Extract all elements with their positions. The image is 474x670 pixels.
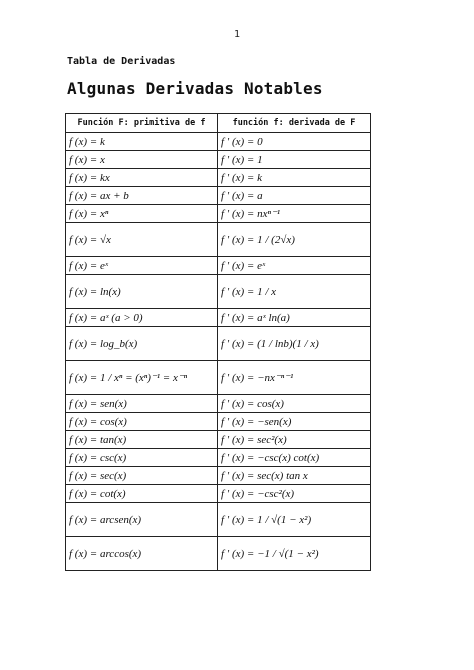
table-row — [66, 257, 371, 275]
document-title: Algunas Derivadas Notables — [67, 79, 323, 98]
primitive-cell: f (x) = cot(x) — [66, 485, 218, 503]
table-row — [66, 133, 371, 151]
derivative-cell: f ′ (x) = 1 / √(1 − x²) — [218, 503, 371, 537]
primitive-cell: f (x) = x — [66, 151, 218, 169]
derivative-cell: f ′ (x) = a — [218, 187, 371, 205]
primitive-cell: f (x) = sen(x) — [66, 395, 218, 413]
derivative-cell: f ′ (x) = 1 — [218, 151, 371, 169]
primitive-cell: f (x) = arcsen(x) — [66, 503, 218, 537]
derivative-cell: f ′ (x) = cos(x) — [218, 395, 371, 413]
derivative-cell: f ′ (x) = −csc²(x) — [218, 485, 371, 503]
derivatives-table — [65, 113, 371, 571]
derivative-cell: f ′ (x) = 1 / (2√x) — [218, 223, 371, 257]
derivative-cell: f ′ (x) = 1 / x — [218, 275, 371, 309]
derivative-cell: f ′ (x) = 0 — [218, 133, 371, 151]
primitive-cell: f (x) = tan(x) — [66, 431, 218, 449]
derivative-cell: f ′ (x) = sec²(x) — [218, 431, 371, 449]
primitive-cell: f (x) = kx — [66, 169, 218, 187]
table-row — [66, 223, 371, 257]
primitive-cell: f (x) = eˣ — [66, 257, 218, 275]
primitive-cell: f (x) = log_b(x) — [66, 327, 218, 361]
table-row — [66, 449, 371, 467]
primitive-cell: f (x) = xⁿ — [66, 205, 218, 223]
page-number: 1 — [233, 29, 241, 40]
table-row — [66, 205, 371, 223]
primitive-cell: f (x) = 1 / xⁿ = (xⁿ)⁻¹ = x⁻ⁿ — [66, 361, 218, 395]
table-row — [66, 413, 371, 431]
table-row — [66, 361, 371, 395]
table-row — [66, 327, 371, 361]
derivative-cell: f ′ (x) = eˣ — [218, 257, 371, 275]
table-body — [66, 133, 371, 571]
derivative-cell: f ′ (x) = (1 / lnb)(1 / x) — [218, 327, 371, 361]
primitive-cell: f (x) = aˣ (a > 0) — [66, 309, 218, 327]
primitive-cell: f (x) = k — [66, 133, 218, 151]
primitive-cell: f (x) = ln(x) — [66, 275, 218, 309]
table-row — [66, 395, 371, 413]
primitive-cell: f (x) = ax + b — [66, 187, 218, 205]
derivative-cell: f ′ (x) = sec(x) tan x — [218, 467, 371, 485]
primitive-cell: f (x) = arccos(x) — [66, 537, 218, 571]
table-row — [66, 467, 371, 485]
derivative-cell: f ′ (x) = −csc(x) cot(x) — [218, 449, 371, 467]
table-row — [66, 503, 371, 537]
derivative-cell: f ′ (x) = −1 / √(1 − x²) — [218, 537, 371, 571]
derivative-cell: f ′ (x) = −sen(x) — [218, 413, 371, 431]
table-row — [66, 431, 371, 449]
table-row — [66, 485, 371, 503]
derivative-cell: f ′ (x) = aˣ ln(a) — [218, 309, 371, 327]
table-row — [66, 169, 371, 187]
document-subtitle: Tabla de Derivadas — [67, 56, 176, 67]
header-primitive: Función F: primitiva de f — [66, 114, 218, 133]
primitive-cell: f (x) = √x — [66, 223, 218, 257]
derivative-cell: f ′ (x) = k — [218, 169, 371, 187]
derivative-cell: f ′ (x) = nxⁿ⁻¹ — [218, 205, 371, 223]
primitive-cell: f (x) = csc(x) — [66, 449, 218, 467]
header-derivative: función f: derivada de F — [218, 114, 371, 133]
derivative-cell: f ′ (x) = −nx⁻ⁿ⁻¹ — [218, 361, 371, 395]
table-row — [66, 187, 371, 205]
primitive-cell: f (x) = sec(x) — [66, 467, 218, 485]
table-row — [66, 537, 371, 571]
table-row — [66, 151, 371, 169]
table-row — [66, 275, 371, 309]
table-row — [66, 309, 371, 327]
primitive-cell: f (x) = cos(x) — [66, 413, 218, 431]
table-header-row — [66, 114, 371, 133]
